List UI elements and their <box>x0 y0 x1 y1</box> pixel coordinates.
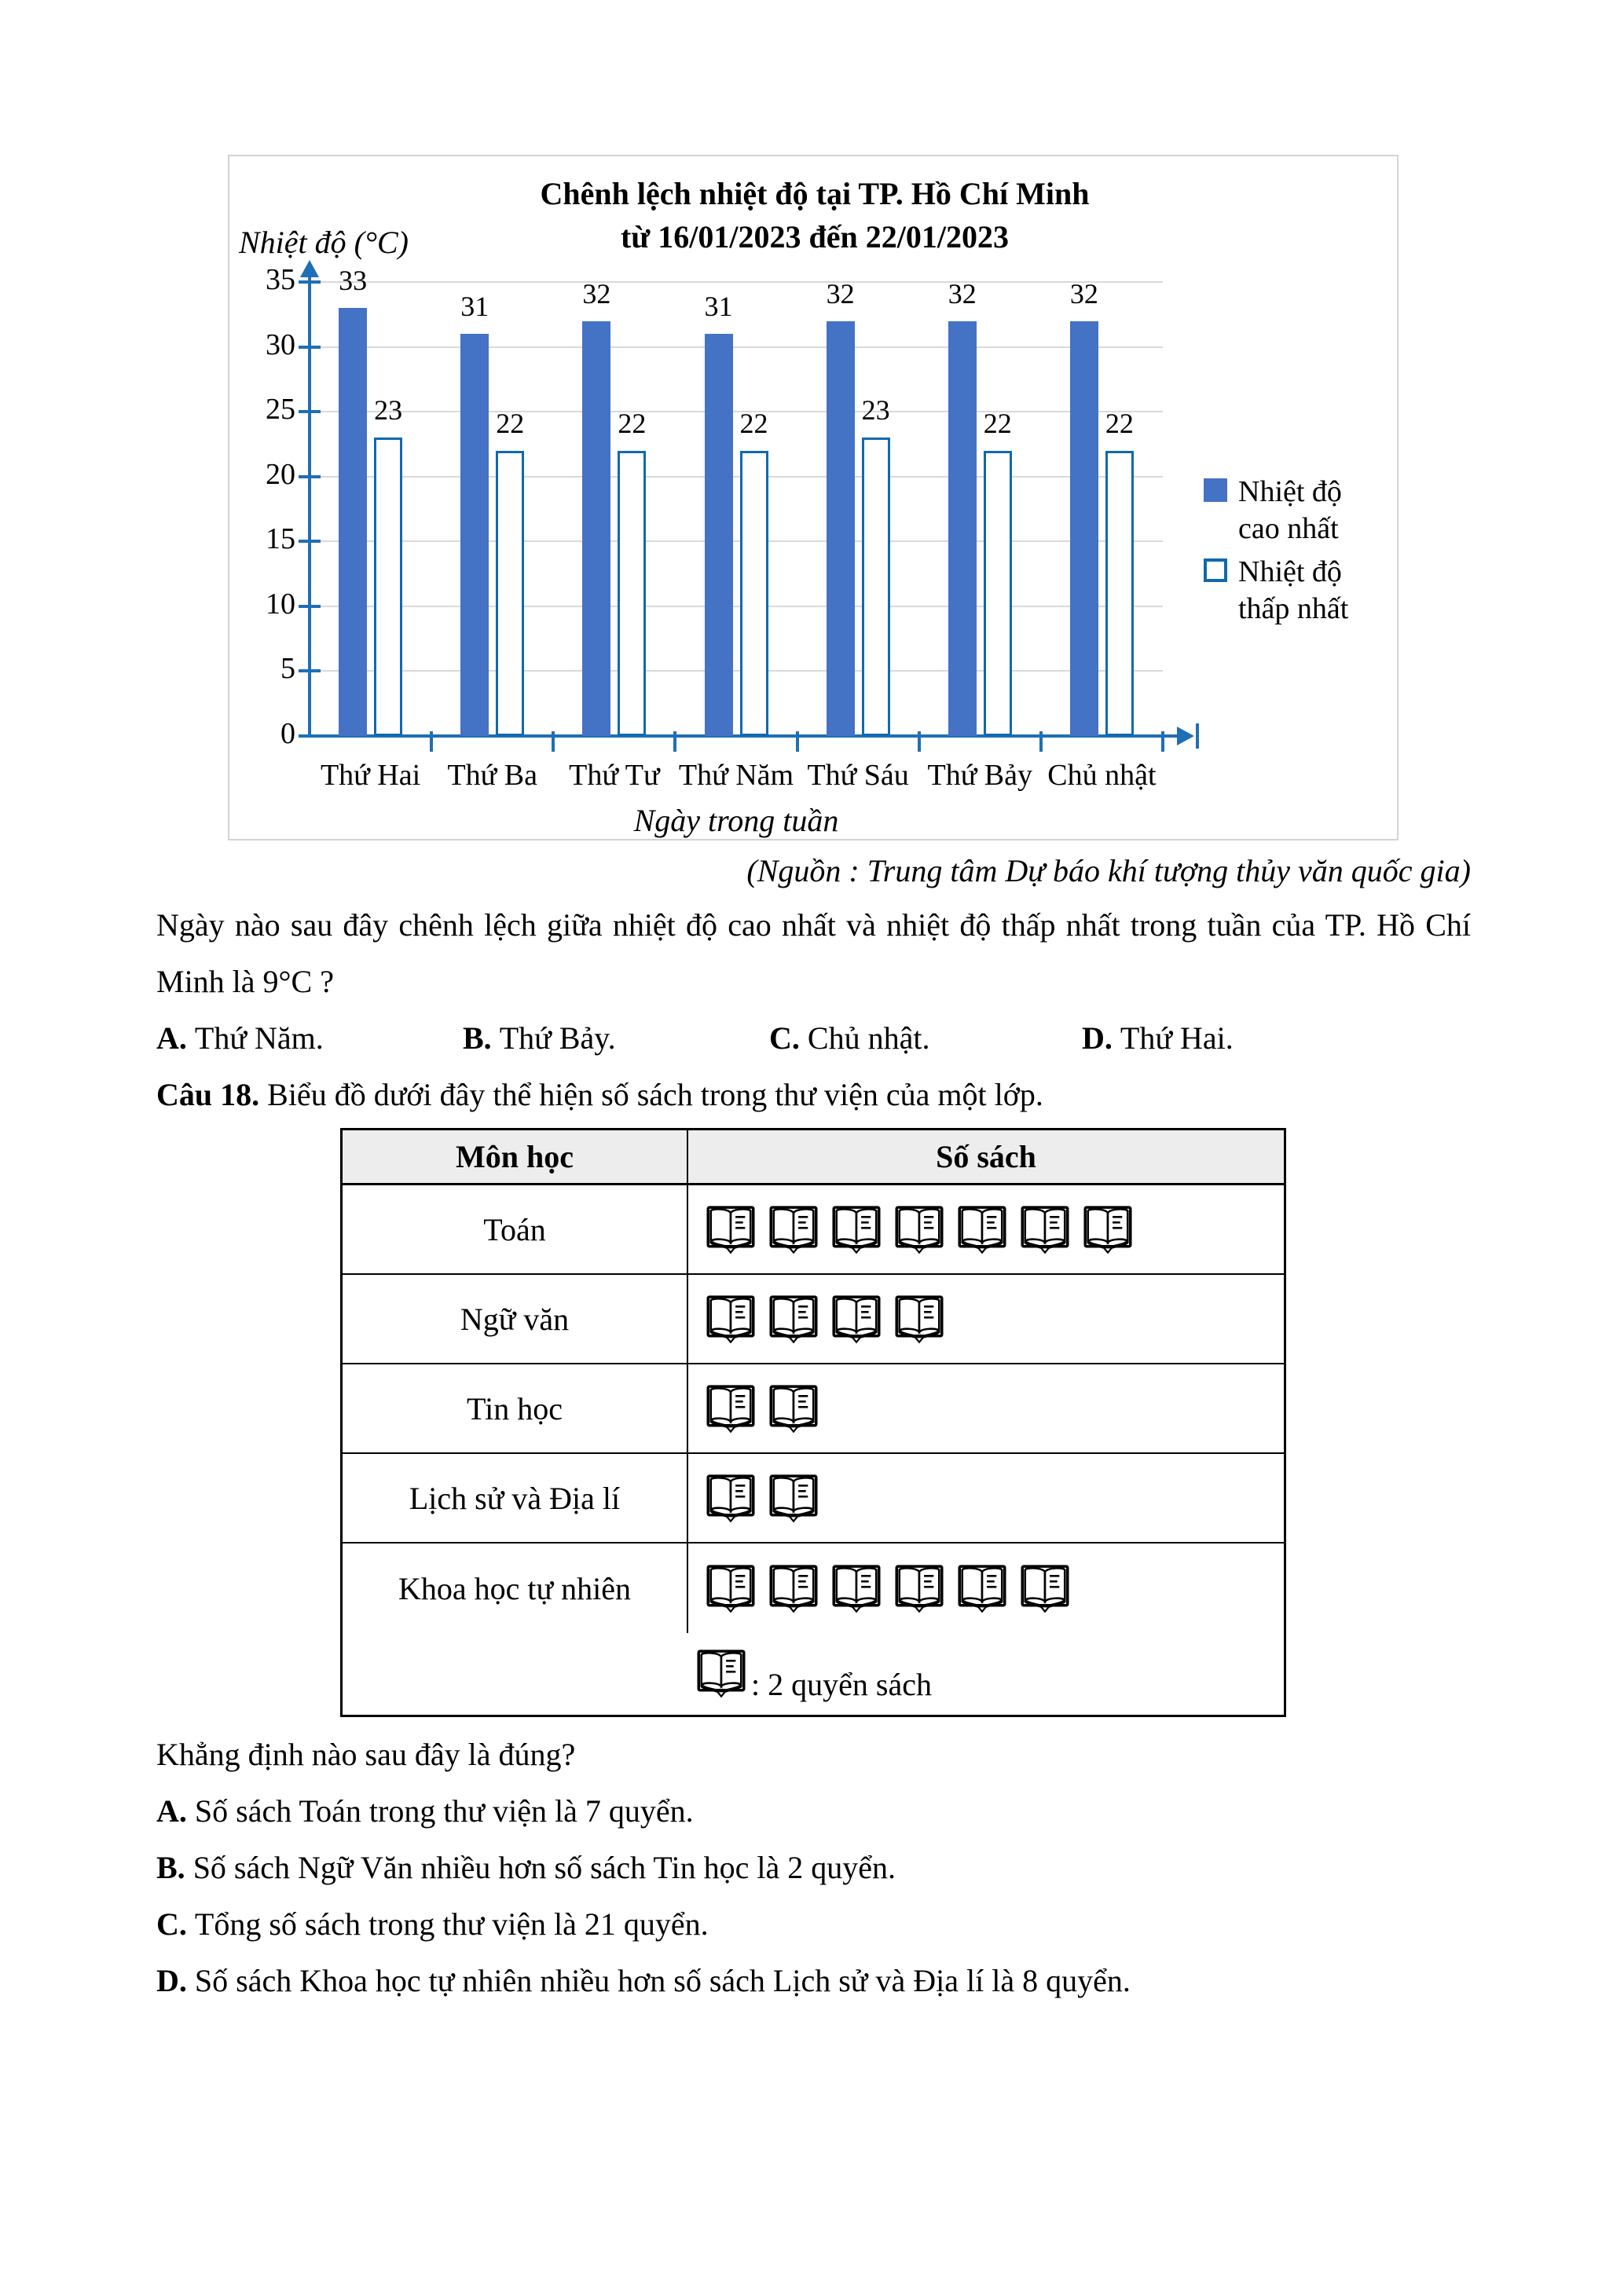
open-book-icon <box>767 1383 820 1434</box>
question18-question: Khẳng định nào sau đây là đúng? <box>156 1737 576 1772</box>
table-row <box>343 1543 1284 1633</box>
option-17C <box>769 1010 1082 1067</box>
option-17A <box>156 1010 463 1067</box>
table-legend-row <box>343 1633 1284 1715</box>
bar-value-label: 22 <box>739 407 768 439</box>
option-17C-letter: C. <box>769 1020 800 1056</box>
open-book-icon <box>893 1204 946 1254</box>
open-book-icon <box>767 1204 820 1254</box>
open-book-icon <box>767 1294 820 1344</box>
source-attribution: (Nguồn : Trung tâm Dự báo khí tượng thủy văn quốc gia) <box>746 853 1471 888</box>
bar-value-label: 31 <box>704 291 733 323</box>
table-legend-text: : 2 quyển sách <box>751 1667 932 1702</box>
x-axis-tick <box>1039 731 1043 752</box>
option-18A-text: Số sách Toán trong thư viện là 7 quyển. <box>194 1793 694 1829</box>
bar-low <box>1105 451 1134 736</box>
y-axis-tick <box>299 540 321 543</box>
bar-value-label: 31 <box>460 291 489 323</box>
option-17D-letter: D. <box>1082 1020 1113 1056</box>
question18-heading <box>156 1067 1471 1123</box>
bar-value-label: 22 <box>618 407 647 439</box>
open-book-icon <box>1018 1204 1072 1254</box>
bar-value-label: 23 <box>861 394 890 427</box>
bar-high <box>339 308 367 736</box>
y-tick-label: 10 <box>266 587 295 621</box>
subject-cell: Lịch sử và Địa lí <box>343 1454 688 1542</box>
book-icons-cell <box>688 1454 1284 1542</box>
y-axis-tick <box>299 346 321 349</box>
bar-value-label: 32 <box>582 277 611 309</box>
x-category-label: Thứ Ba <box>447 759 537 792</box>
x-axis-tick <box>552 731 555 752</box>
grid-line <box>310 476 1163 478</box>
legend-icon-slot <box>695 1648 748 1702</box>
option-18B-letter: B. <box>156 1850 185 1885</box>
x-category-label: Thứ Hai <box>320 759 421 792</box>
y-axis-title: Nhiệt độ (°C) <box>239 225 409 260</box>
y-tick-label: 25 <box>266 393 295 427</box>
option-17D <box>1082 1010 1471 1067</box>
open-book-icon <box>1081 1204 1135 1254</box>
bar-low <box>374 438 402 736</box>
table-header-row <box>343 1130 1284 1185</box>
x-axis-tick <box>1161 731 1164 752</box>
table-row <box>343 1364 1284 1454</box>
chart-title-line2: từ 16/01/2023 đến 22/01/2023 <box>620 219 1010 255</box>
y-tick-label: 15 <box>266 522 295 556</box>
open-book-icon <box>830 1294 883 1344</box>
legend-label-low-line2: thấp nhất <box>1238 592 1349 625</box>
chart-title-line1: Chênh lệch nhiệt độ tại TP. Hồ Chí Minh <box>540 176 1090 211</box>
temperature-chart <box>228 155 1399 840</box>
table-row <box>343 1185 1284 1275</box>
x-axis-arrow-icon <box>1177 727 1194 745</box>
legend-swatch-high <box>1204 478 1227 502</box>
y-axis-tick <box>299 669 321 672</box>
bar-high <box>948 321 977 736</box>
x-category-label: Thứ Bảy <box>927 759 1033 792</box>
bar-value-label: 22 <box>983 407 1012 439</box>
bar-value-label: 32 <box>948 277 977 309</box>
question17-options <box>156 1010 1471 1067</box>
legend-label-high <box>1238 474 1342 547</box>
option-18B-text: Số sách Ngữ Văn nhiều hơn số sách Tin học là 2 quyển. <box>192 1850 896 1885</box>
y-axis-tick <box>299 475 321 478</box>
grid-line <box>310 606 1163 607</box>
option-18D-letter: D. <box>156 1963 187 1998</box>
y-axis-tick <box>299 734 321 738</box>
x-category-label: Chủ nhật <box>1047 759 1157 792</box>
open-book-icon <box>830 1204 883 1254</box>
question17-text: Ngày nào sau đây chênh lệch giữa nhiệt độ cao nhất và nhiệt độ thấp nhất trong tuần của TP. Hồ Chí Minh là 9°C ? <box>156 907 1471 999</box>
x-category-label: Thứ Sáu <box>807 759 909 792</box>
book-icons-cell <box>688 1543 1284 1633</box>
open-book-icon <box>767 1473 820 1523</box>
x-category-label: Thứ Năm <box>678 759 794 792</box>
x-axis-tick <box>430 731 433 752</box>
subject-cell: Toán <box>343 1185 688 1273</box>
bar-low <box>984 451 1012 736</box>
subject-cell: Ngữ văn <box>343 1275 688 1363</box>
y-tick-label: 20 <box>266 457 295 491</box>
y-tick-label: 0 <box>280 717 295 750</box>
option-17A-letter: A. <box>156 1020 187 1056</box>
legend-swatch-low <box>1204 558 1227 582</box>
y-tick-label: 30 <box>266 328 295 361</box>
option-17D-text: Thứ Hai. <box>1120 1020 1234 1056</box>
x-axis-end-tick <box>1196 723 1199 749</box>
header-subject: Môn học <box>343 1130 688 1183</box>
bar-low <box>618 451 646 736</box>
x-axis-tick <box>673 731 676 752</box>
book-icons-cell <box>688 1275 1284 1363</box>
open-book-icon <box>767 1563 820 1613</box>
table-row <box>343 1454 1284 1543</box>
y-axis-arrow-icon <box>300 260 319 277</box>
legend-label-low <box>1238 554 1348 628</box>
subject-cell: Khoa học tự nhiên <box>343 1543 688 1633</box>
legend-label-high-line1: Nhiệt độ <box>1238 475 1342 508</box>
option-18D-text: Số sách Khoa học tự nhiên nhiều hơn số sách Lịch sử và Địa lí là 8 quyển. <box>194 1963 1131 1998</box>
open-book-icon <box>704 1473 757 1523</box>
bar-low <box>740 451 768 736</box>
question18-number: Câu 18. <box>156 1077 260 1112</box>
book-icons-cell <box>688 1185 1284 1273</box>
bar-value-label: 32 <box>826 277 855 309</box>
bar-low <box>862 438 890 736</box>
option-18C <box>156 1896 1471 1953</box>
open-book-icon <box>955 1204 1009 1254</box>
page-content <box>156 0 1471 2009</box>
bar-value-label: 23 <box>374 394 403 427</box>
option-18D <box>156 1953 1471 2009</box>
grid-line <box>310 540 1163 542</box>
open-book-icon <box>695 1648 748 1698</box>
open-book-icon <box>893 1294 946 1344</box>
open-book-icon <box>704 1294 757 1344</box>
option-17A-text: Thứ Năm. <box>194 1020 324 1056</box>
legend-label-high-line2: cao nhất <box>1238 512 1339 545</box>
legend-item-low <box>1204 554 1348 628</box>
x-axis-tick <box>796 731 799 752</box>
y-tick-label: 5 <box>280 652 295 686</box>
bar-high <box>1070 321 1098 736</box>
option-18B <box>156 1840 1471 1896</box>
open-book-icon <box>704 1563 757 1613</box>
y-axis-tick <box>299 410 321 413</box>
bar-high <box>582 321 610 736</box>
subject-cell: Tin học <box>343 1364 688 1452</box>
bar-value-label: 32 <box>1069 277 1098 309</box>
bar-high <box>705 334 733 736</box>
bar-value-label: 33 <box>339 265 368 297</box>
option-18C-letter: C. <box>156 1906 187 1942</box>
grid-line <box>310 281 1163 283</box>
header-books: Số sách <box>936 1139 1036 1174</box>
x-axis-tick <box>918 731 921 752</box>
grid-line <box>310 670 1163 672</box>
option-17B-text: Thứ Bảy. <box>499 1020 616 1056</box>
bar-value-label: 22 <box>1105 407 1134 439</box>
open-book-icon <box>830 1563 883 1613</box>
open-book-icon <box>1018 1563 1072 1613</box>
option-18A-letter: A. <box>156 1793 187 1829</box>
x-axis-title: Ngày trong tuần <box>633 803 839 838</box>
table-row <box>343 1275 1284 1364</box>
bar-value-label: 22 <box>496 407 525 439</box>
open-book-icon <box>955 1563 1009 1613</box>
open-book-icon <box>893 1563 946 1613</box>
bar-low <box>496 451 524 736</box>
open-book-icon <box>704 1383 757 1434</box>
option-18A <box>156 1783 1471 1840</box>
bar-high <box>827 321 855 736</box>
book-icons-cell <box>688 1364 1284 1452</box>
x-category-label: Thứ Tư <box>569 759 660 792</box>
open-book-icon <box>704 1204 757 1254</box>
grid-line <box>310 346 1163 348</box>
table-body <box>343 1185 1284 1633</box>
question18-heading-text: Biểu đồ dưới đây thể hiện số sách trong thư viện của một lớp. <box>259 1077 1043 1112</box>
book-table <box>340 1128 1286 1717</box>
option-17B-letter: B. <box>463 1020 492 1056</box>
y-axis-tick <box>299 280 321 284</box>
option-17B <box>463 1010 769 1067</box>
legend-item-high <box>1204 474 1342 547</box>
bar-high <box>460 334 489 736</box>
y-tick-label: 35 <box>266 263 295 296</box>
legend-label-low-line1: Nhiệt độ <box>1238 555 1342 588</box>
option-18C-text: Tổng số sách trong thư viện là 21 quyển. <box>194 1906 709 1942</box>
y-axis-tick <box>299 605 321 608</box>
option-17C-text: Chủ nhật. <box>807 1020 930 1056</box>
